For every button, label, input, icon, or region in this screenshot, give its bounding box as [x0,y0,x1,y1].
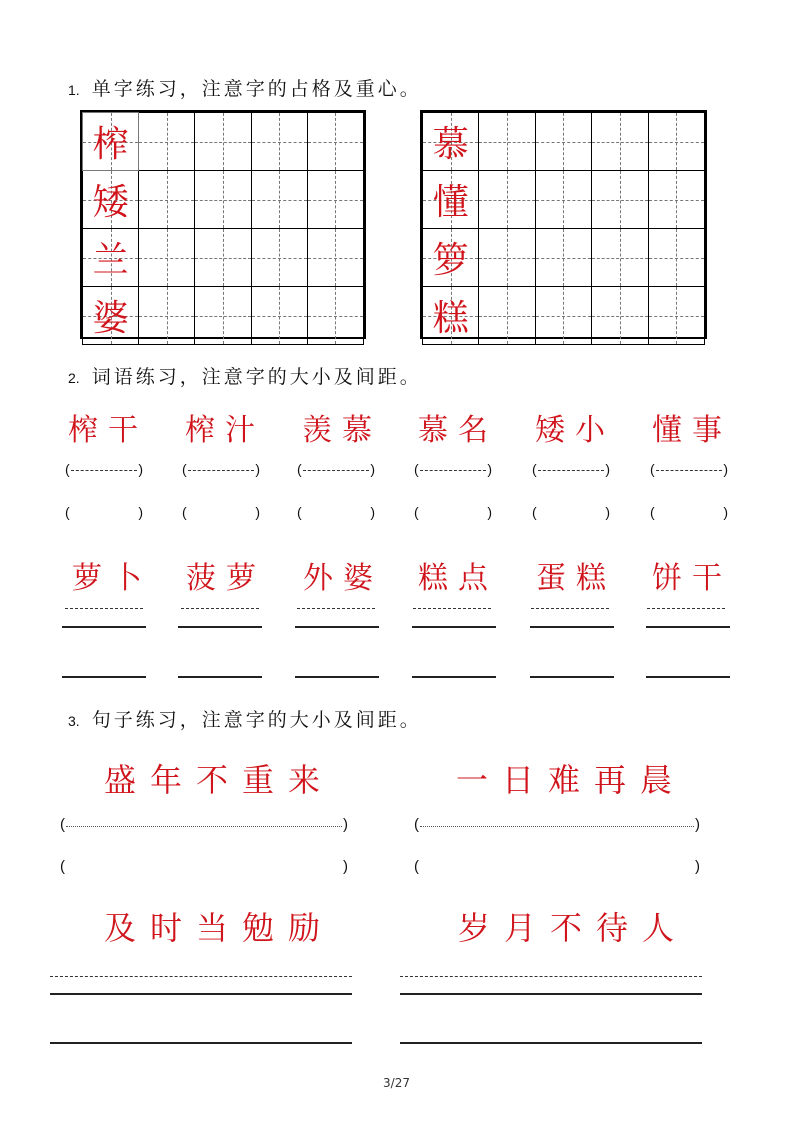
paren-close: ) [343,816,348,833]
model-cell [423,229,479,287]
sentence-item: 岁月不待人 [458,909,689,947]
grid-row [83,171,364,229]
answer-blank[interactable] [65,504,143,524]
pinyin-blank[interactable] [650,461,728,481]
practice-cell[interactable] [139,171,195,229]
paren-open: ( [414,858,419,875]
pinyin-blank[interactable] [65,461,143,481]
model-char: 矮 [92,182,129,223]
paren-open: ( [414,816,419,833]
paren-open: ( [65,504,70,520]
paren-close: ) [605,504,610,520]
practice-cell[interactable] [251,171,307,229]
practice-cell[interactable] [139,113,195,171]
writing-line[interactable] [50,1042,352,1044]
paren-close: ) [695,816,700,833]
model-cell [423,113,479,171]
paren-close: ) [370,504,375,520]
writing-line[interactable] [178,676,262,678]
guide-dotted-line [400,976,702,977]
writing-line[interactable] [530,676,614,678]
practice-cell[interactable] [648,171,704,229]
model-char: 兰 [92,240,129,281]
practice-cell[interactable] [139,287,195,345]
paren-close: ) [255,504,260,520]
paren-close: ) [487,461,492,477]
practice-cell[interactable] [592,113,648,171]
model-cell [423,287,479,345]
paren-close: ) [370,461,375,477]
practice-cell[interactable] [535,171,591,229]
practice-cell[interactable] [251,113,307,171]
word-item: 菠萝 [186,561,266,596]
paren-open: ( [414,461,419,477]
model-cell [83,171,139,229]
practice-cell[interactable] [592,229,648,287]
word-item: 萝卜 [72,561,152,596]
paren-close: ) [255,461,260,477]
practice-cell[interactable] [535,113,591,171]
guide-dotted-line [531,608,609,609]
word-item: 榨汁 [185,413,265,448]
word-item: 懂事 [652,413,732,448]
guide-dotted-line [413,608,491,609]
dash-line [420,826,694,827]
section-title: 句子练习，注意字的大小及间距。 [91,709,422,731]
grid-row [423,113,705,171]
dash-line [71,470,137,471]
dash-line [188,470,254,471]
writing-line[interactable] [530,626,614,628]
writing-line[interactable] [178,626,262,628]
writing-line[interactable] [646,676,730,678]
writing-line[interactable] [412,676,496,678]
practice-cell[interactable] [592,171,648,229]
word-item: 蛋糕 [536,561,616,596]
practice-cell[interactable] [307,287,363,345]
model-cell [83,287,139,345]
grid-row [423,171,705,229]
practice-cell[interactable] [195,171,251,229]
section-2-heading [68,362,422,389]
practice-cell[interactable] [648,229,704,287]
writing-line[interactable] [412,626,496,628]
model-cell [423,171,479,229]
paren-open: ( [65,461,70,477]
guide-dotted-line [647,608,725,609]
section-number: 3. [68,713,80,729]
practice-cell[interactable] [251,229,307,287]
word-item: 外婆 [303,561,383,596]
practice-cell[interactable] [479,171,535,229]
writing-line[interactable] [50,993,352,995]
paren-close: ) [138,504,143,520]
pinyin-blank[interactable] [60,816,348,838]
grid-row [83,113,364,171]
model-cell [83,113,139,171]
grid-row [423,287,705,345]
practice-cell[interactable] [251,287,307,345]
practice-cell[interactable] [195,113,251,171]
practice-cell[interactable] [479,287,535,345]
paren-open: ( [182,504,187,520]
sentence-item: 一日难再晨 [456,761,687,799]
answer-blank[interactable] [297,504,375,524]
practice-cell[interactable] [592,287,648,345]
practice-cell[interactable] [535,229,591,287]
writing-line[interactable] [62,626,146,628]
section-3-heading [68,705,422,732]
section-title: 单字练习，注意字的占格及重心。 [91,78,422,100]
model-cell [83,229,139,287]
practice-cell[interactable] [535,287,591,345]
practice-cell[interactable] [139,229,195,287]
paren-open: ( [532,461,537,477]
guide-dotted-line [65,608,143,609]
writing-line[interactable] [646,626,730,628]
practice-cell[interactable] [648,113,704,171]
section-number: 1. [68,82,80,98]
practice-cell[interactable] [307,171,363,229]
answer-blank[interactable] [60,858,348,880]
word-item: 饼干 [652,561,732,596]
practice-cell[interactable] [307,229,363,287]
model-char: 榨 [92,124,129,165]
model-char: 糕 [432,298,469,339]
sentence-item: 及时当勉励 [104,909,335,947]
practice-cell[interactable] [479,229,535,287]
paren-close: ) [723,504,728,520]
grid-row [83,229,364,287]
answer-blank[interactable] [532,504,610,524]
paren-close: ) [723,461,728,477]
writing-line[interactable] [295,626,379,628]
paren-open: ( [60,858,65,875]
paren-open: ( [60,816,65,833]
pinyin-blank[interactable] [532,461,610,481]
guide-dotted-line [297,608,375,609]
practice-grid-left [80,110,366,339]
answer-blank[interactable] [414,858,700,880]
dash-line [538,470,604,471]
pinyin-blank[interactable] [414,816,700,838]
page-number: 3/27 [383,1076,410,1090]
paren-open: ( [532,504,537,520]
word-item: 慕名 [418,413,498,448]
model-char: 箩 [432,240,469,281]
paren-open: ( [297,504,302,520]
paren-close: ) [695,858,700,875]
dash-line [66,826,342,827]
paren-close: ) [605,461,610,477]
answer-blank[interactable] [414,504,492,524]
word-item: 糕点 [418,561,498,596]
section-1-heading [68,74,422,101]
paren-close: ) [343,858,348,875]
paren-close: ) [138,461,143,477]
section-number: 2. [68,370,80,386]
paren-open: ( [182,461,187,477]
writing-line[interactable] [62,676,146,678]
dash-line [303,470,369,471]
sentence-item: 盛年不重来 [104,761,335,799]
guide-dotted-line [50,976,352,977]
answer-blank[interactable] [650,504,728,524]
grid-row [83,287,364,345]
word-item: 榨干 [68,413,148,448]
paren-open: ( [650,461,655,477]
practice-cell[interactable] [479,113,535,171]
pinyin-blank[interactable] [414,461,492,481]
writing-line[interactable] [295,676,379,678]
dash-line [420,470,486,471]
paren-open: ( [414,504,419,520]
dash-line [656,470,722,471]
model-char: 懂 [432,182,469,223]
practice-cell[interactable] [307,113,363,171]
model-char: 婆 [92,298,129,339]
writing-line[interactable] [400,993,702,995]
practice-cell[interactable] [195,287,251,345]
paren-close: ) [487,504,492,520]
practice-cell[interactable] [195,229,251,287]
word-item: 羡慕 [302,413,382,448]
paren-open: ( [650,504,655,520]
model-char: 慕 [432,124,469,165]
grid-row [423,229,705,287]
paren-open: ( [297,461,302,477]
practice-cell[interactable] [648,287,704,345]
answer-blank[interactable] [182,504,260,524]
practice-grid-right [420,110,707,339]
writing-line[interactable] [400,1042,702,1044]
pinyin-blank[interactable] [182,461,260,481]
pinyin-blank[interactable] [297,461,375,481]
section-title: 词语练习，注意字的大小及间距。 [91,366,422,388]
guide-dotted-line [181,608,259,609]
word-item: 矮小 [535,413,615,448]
